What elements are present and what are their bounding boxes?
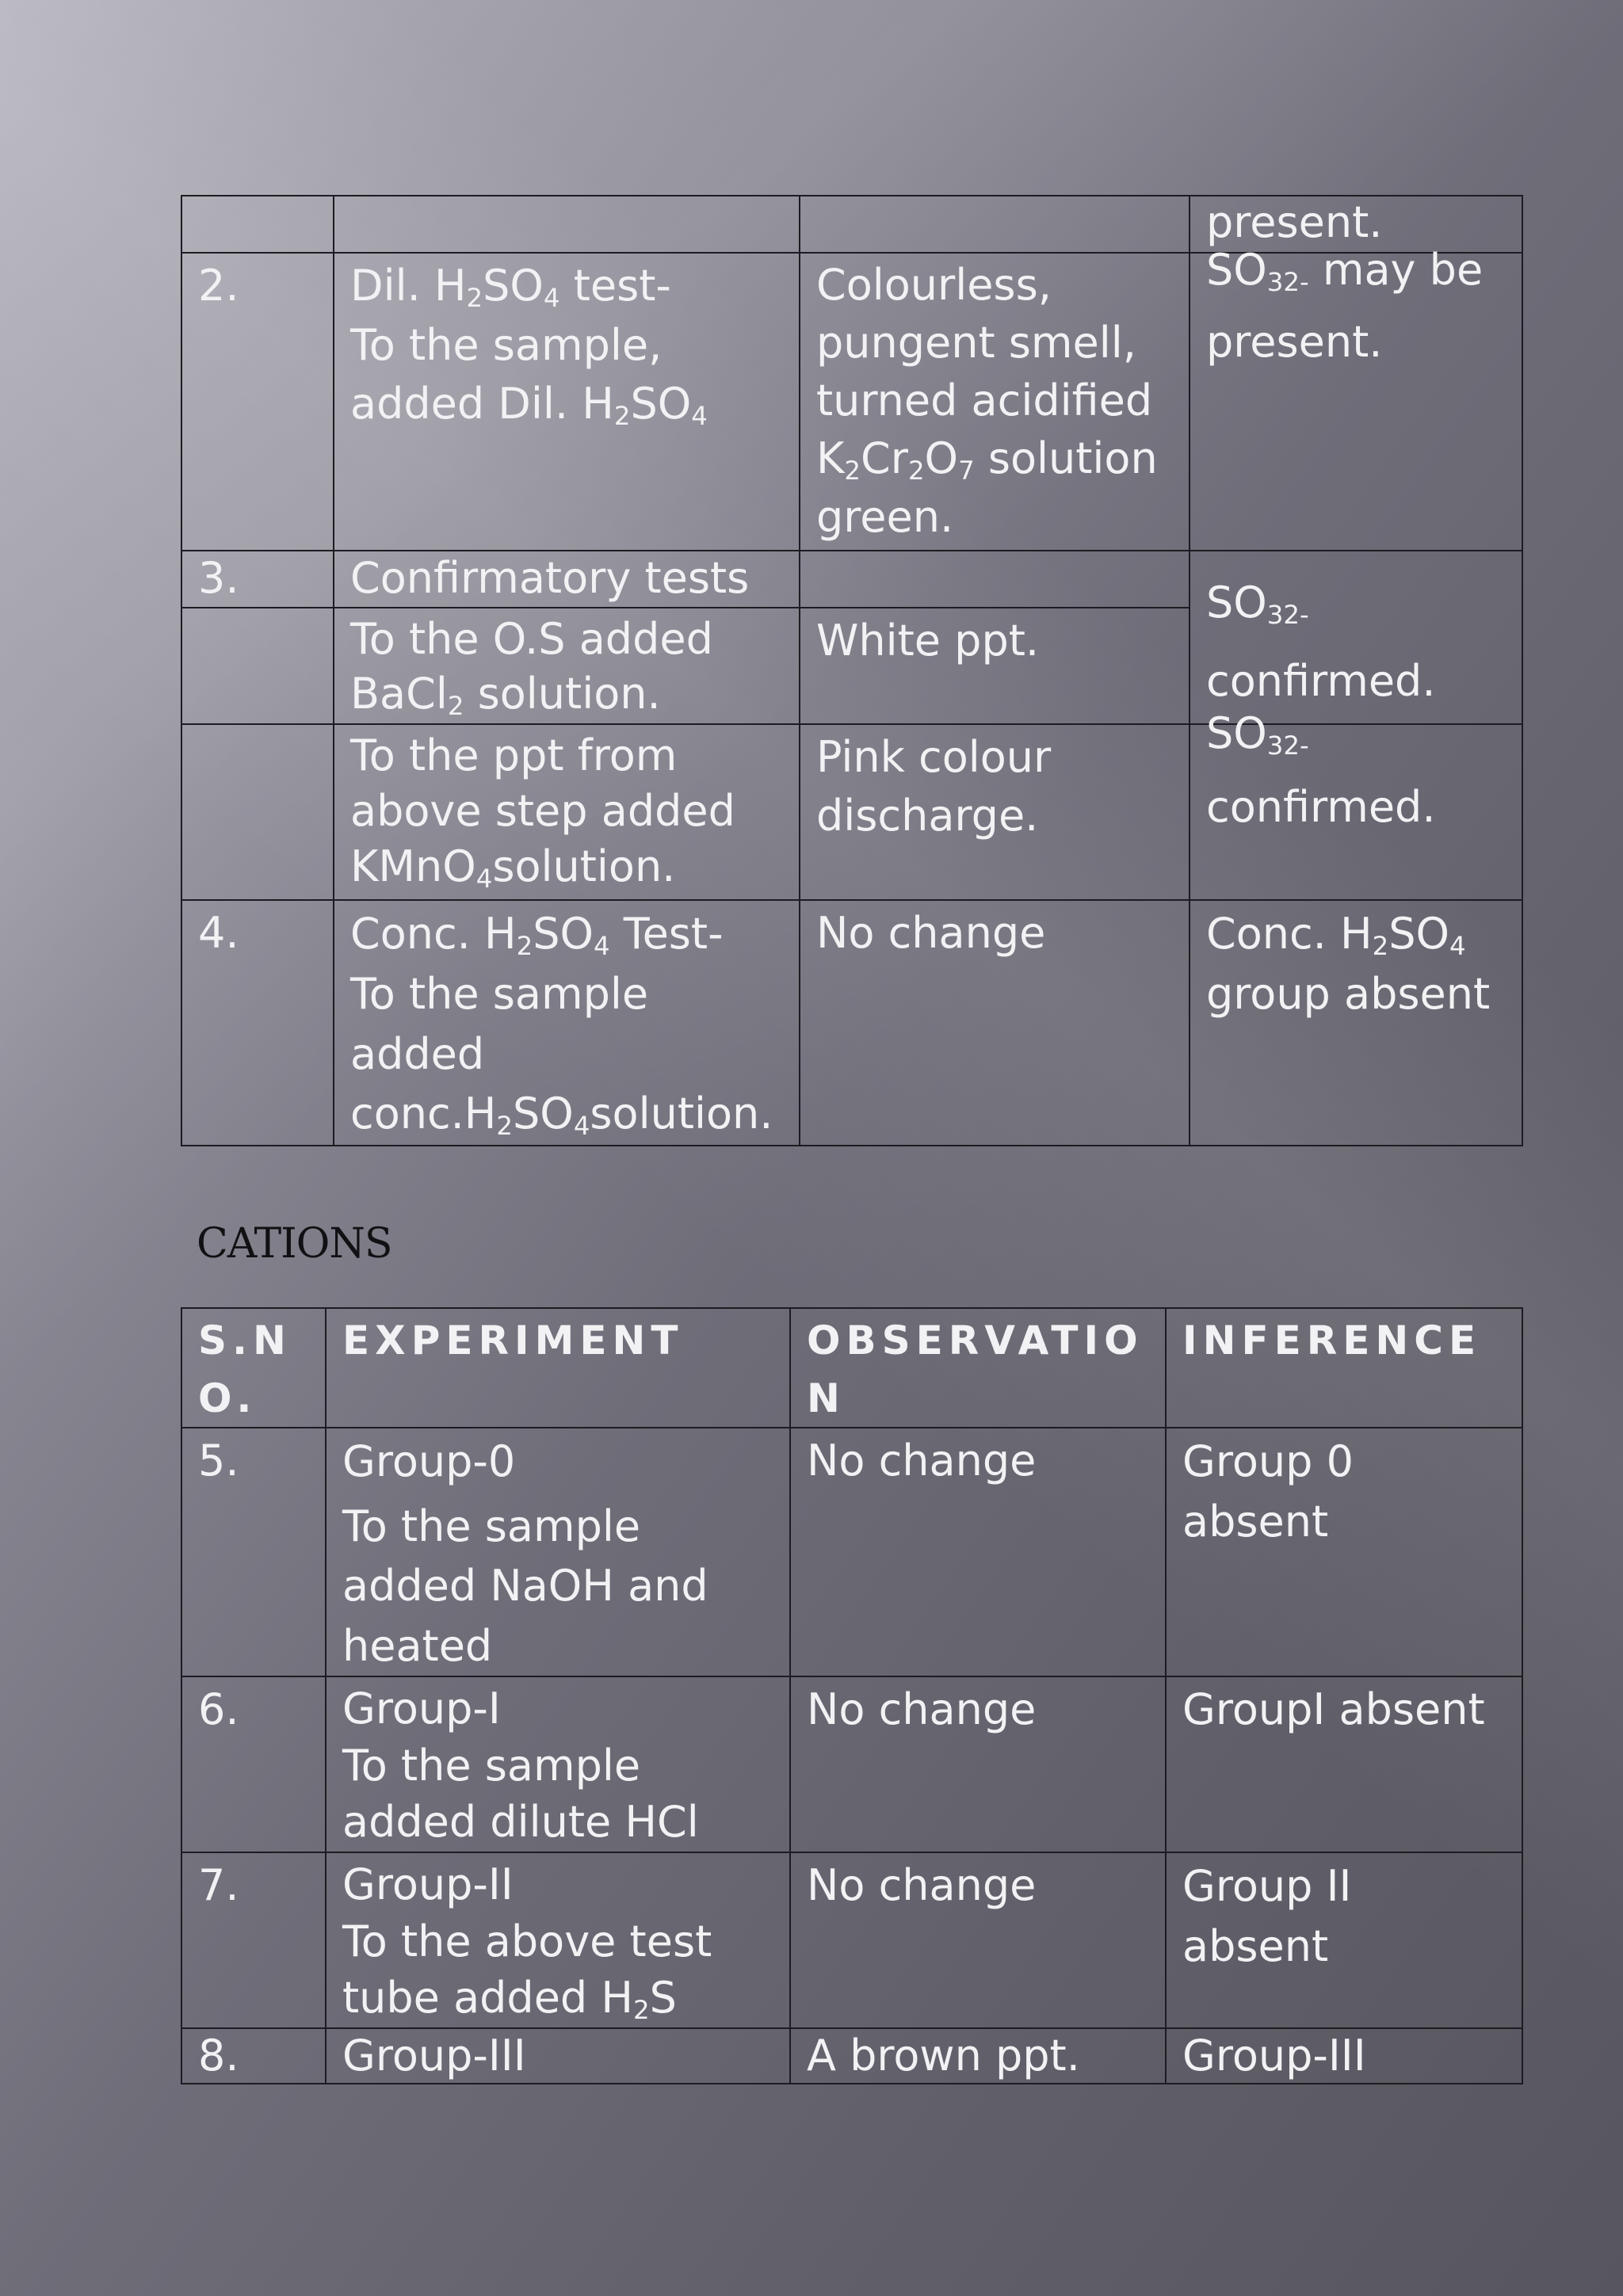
experiment-line: To the ppt from [350,730,678,780]
table-row [181,1676,1522,1852]
experiment-line: tube added $H_2S$ [342,1972,677,2025]
experiment-cell [334,608,800,724]
experiment-line: To the sample [342,1501,641,1551]
sno-cell: 2. [181,253,334,551]
experiment-line: Conc. $H_2SO_4$ Test- [350,908,724,961]
experiment-line: Group-I [342,1684,501,1734]
inference-line: group absent [1206,969,1491,1020]
inference-line: $SO_{32-}$ [1206,578,1309,631]
header-experiment: EXPERIMENT [326,1308,790,1428]
inference-cell: Group-III [1166,2028,1522,2084]
experiment-cell [334,900,800,1146]
table-row [181,900,1522,1146]
inference-cell [1190,707,1522,900]
experiment-line: added [350,1028,485,1079]
sno-cell: 8. [181,2028,326,2084]
experiment-line: BaCl$_2$ solution. [350,669,661,722]
experiment-line: To the sample, [350,319,663,370]
observation-cell [800,196,1190,253]
observation-line: Pink colour [816,731,1052,782]
sno-cell [181,608,334,724]
inference-line: absent [1182,1920,1329,1971]
inference-text: present. [1206,197,1383,247]
experiment-cell [334,724,800,900]
sno-cell: 4. [181,900,334,1146]
experiment-line: $conc.H_2SO_4solution$. [350,1089,773,1142]
inference-line: Group 0 [1182,1436,1354,1486]
experiment-cell [334,196,800,253]
inference-line: Conc. $H_2SO_4$ [1206,908,1466,961]
observation-cell [800,253,1190,551]
inference-line: confirmed. [1206,781,1436,832]
table-row [181,1852,1522,2028]
sno-cell [181,724,334,900]
observation-cell: A brown ppt. [790,2028,1166,2084]
table-row [181,551,1522,608]
experiment-cell [334,253,800,551]
inference-cell: GroupI absent [1166,1676,1522,1852]
table-row [181,253,1522,551]
header-row [181,1308,1522,1428]
sno-cell [181,196,334,253]
inference-cell [1166,1852,1522,2028]
observation-cell: White ppt. [800,608,1190,724]
experiment-line: added NaOH and [342,1561,708,1611]
experiment-line: To the sample [342,1740,641,1791]
experiment-line: Group-0 [342,1436,516,1486]
observation-cell [800,551,1190,608]
inference-line: present. [1206,317,1383,368]
inference-cell [1166,1428,1522,1676]
experiment-line: To the above test [342,1916,712,1966]
observation-cell: No change [790,1676,1166,1852]
observation-cell: No change [800,900,1190,1146]
inference-cell [1190,900,1522,1146]
observation-line: discharge. [816,791,1039,841]
experiment-line: above step added [350,785,735,836]
inference-line: confirmed. [1206,656,1436,707]
observation-cell: No change [790,1852,1166,2028]
observation-line: $K_2Cr_2O_7$ solution [816,433,1158,486]
experiment-cell: Confirmatory tests [334,551,800,608]
sno-cell: 7. [181,1852,326,2028]
inference-line: $SO_{32-}$ [1206,707,1309,761]
experiment-cell: Group-III [326,2028,790,2084]
header-observation: OBSERVATIO N [790,1308,1166,1428]
header-inference: INFERENCE [1166,1308,1522,1428]
anion-tests-table [181,195,1523,1146]
observation-cell [800,724,1190,900]
experiment-line: To the O.S added [350,614,713,664]
sno-cell: 3. [181,551,334,608]
table-row [181,724,1522,900]
sno-cell: 5. [181,1428,326,1676]
inference-cell [1190,551,1522,724]
observation-line: turned acidified [816,375,1153,425]
observation-line: green. [816,491,954,542]
inference-cell [1190,245,1522,551]
observation-line: pungent smell, [816,317,1136,368]
experiment-cell [326,1676,790,1852]
experiment-line: added Dil. $H_2SO_4$ [350,379,708,432]
experiment-line: Dil. $H_2SO_4$ test- [350,261,671,314]
experiment-line: KMnO$_4$solution. [350,841,676,894]
experiment-line: added dilute HCl [342,1796,699,1847]
section-title: CATIONS [197,1220,392,1268]
experiment-cell [326,1428,790,1676]
sno-cell: 6. [181,1676,326,1852]
inference-line: absent [1182,1496,1329,1547]
experiment-line: heated [342,1620,493,1671]
inference-line: $SO_{32-}$ may be [1206,245,1484,298]
cation-tests-table [181,1307,1523,2084]
table-row [181,1428,1522,1676]
observation-cell: No change [790,1428,1166,1676]
observation-line: Colourless, [816,260,1052,310]
experiment-line: To the sample [350,969,649,1020]
experiment-cell [326,1852,790,2028]
table-row [181,2028,1522,2084]
experiment-line: Group-II [342,1859,514,1910]
inference-line: Group II [1182,1861,1352,1912]
header-sno: S.N O. [181,1308,326,1428]
